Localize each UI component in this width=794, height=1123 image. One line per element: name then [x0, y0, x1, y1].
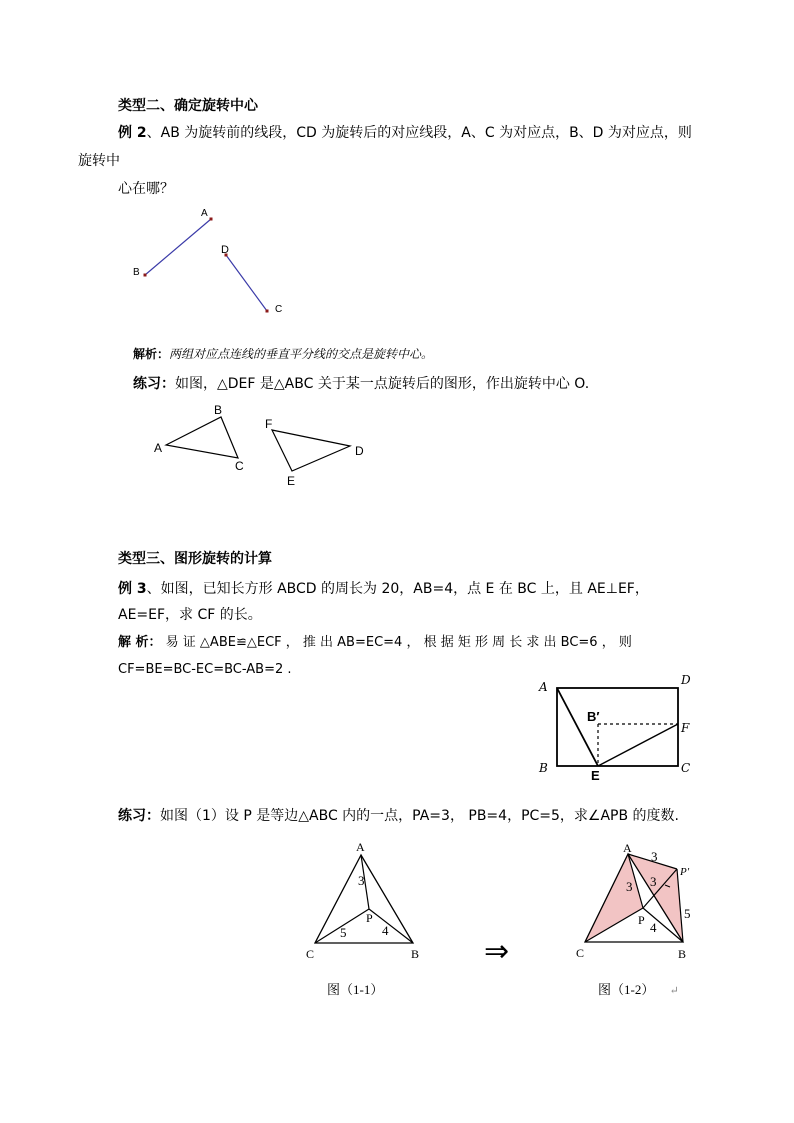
- length-ap-prime: 3: [651, 849, 658, 864]
- triangles-figure: [150, 400, 380, 495]
- caption-1-2: [598, 979, 679, 998]
- label-a: A: [356, 840, 365, 854]
- label-p: P: [366, 911, 373, 925]
- rectangle-figure: [535, 668, 715, 783]
- label-d: D: [681, 673, 691, 687]
- label-d: D: [221, 244, 229, 256]
- label-a: A: [154, 441, 163, 455]
- point-a-marker: [210, 218, 213, 221]
- length-pp-prime: 3: [650, 874, 657, 889]
- figure-1-1: [300, 838, 430, 968]
- example2-text: 、AB 为旋转前的线段，CD 为旋转后的对应线段，A、C 为对应点，B、D 为对应点，则: [146, 125, 692, 141]
- example3-line2: AE=EF，求 CF 的长。: [118, 607, 262, 623]
- example3-line1: [118, 579, 649, 599]
- length-pc: 5: [340, 925, 347, 940]
- label-pprime: P′: [680, 866, 690, 878]
- label-f: F: [265, 417, 273, 431]
- label-b: B: [411, 947, 420, 961]
- example2-line: [118, 123, 692, 143]
- analysis3-line1: [118, 633, 632, 653]
- practice2-label: 练习：: [133, 376, 175, 392]
- length-pa: 3: [358, 873, 365, 888]
- practice3-label: 练习：: [118, 808, 160, 824]
- label-c: C: [275, 304, 283, 315]
- label-b: B: [214, 403, 223, 417]
- label-b: B: [133, 267, 140, 278]
- length-bp-prime: 5: [684, 906, 691, 921]
- example3-text1: 、如图，已知长方形 ABCD 的周长为 20，AB=4，点 E 在 BC 上，且 AE⊥EF，: [146, 581, 649, 597]
- example3-label: 例 3: [118, 581, 147, 597]
- label-c: C: [235, 459, 244, 473]
- example2-cont2: 心在哪？: [118, 181, 174, 197]
- figure-1-2: [570, 836, 710, 966]
- analysis3-text1: 易 证 △ABE≌△ECF ， 推 出 AB=EC=4 ， 根 据 矩 形 周 长 求 出 BC=6 ， 则: [165, 635, 632, 650]
- label-e: E: [287, 474, 296, 488]
- label-c: C: [576, 946, 585, 960]
- label-f: F: [681, 721, 690, 735]
- caption-1-1: 图（1-1）: [327, 982, 384, 997]
- label-e: E: [591, 768, 600, 783]
- analysis2-line: [133, 344, 433, 364]
- label-bprime: B′: [587, 709, 600, 724]
- practice2-text: 如图，△DEF 是△ABC 关于某一点旋转后的图形，作出旋转中心 O.: [175, 376, 590, 392]
- label-a: A: [623, 841, 632, 855]
- analysis2-label: 解析：: [133, 347, 170, 361]
- label-a: A: [539, 680, 548, 694]
- paragraph-mark: ↵: [669, 985, 679, 997]
- segments-figure: [125, 200, 305, 320]
- practice3-line: [118, 806, 679, 826]
- practice3-text: 如图（1）设 P 是等边△ABC 内的一点，PA=3， PB=4，PC=5，求∠APB 的度数.: [160, 808, 680, 824]
- example2-label: 例 2: [118, 125, 147, 141]
- section3-title: 类型三、图形旋转的计算: [118, 551, 272, 567]
- point-c-marker: [266, 310, 269, 313]
- label-a: A: [201, 208, 208, 219]
- analysis2-text: 两组对应点连线的垂直平分线的交点是旋转中心。: [169, 347, 434, 361]
- implies-arrow: ⇒: [484, 934, 510, 969]
- practice2-line: [133, 374, 589, 394]
- label-c: C: [681, 761, 691, 775]
- length-pb: 4: [650, 920, 657, 935]
- label-b: B: [678, 947, 687, 961]
- example2-cont1: 旋转中: [78, 153, 120, 169]
- point-b-marker: [144, 274, 147, 277]
- label-c: C: [306, 947, 315, 961]
- caption-1-2-text: 图（1-2）: [598, 982, 655, 997]
- label-b: B: [539, 761, 548, 775]
- length-pa: 3: [626, 879, 633, 894]
- analysis3-line2: CF=BE=BC-EC=BC-AB=2 .: [118, 662, 292, 677]
- analysis3-label: 解 析：: [118, 635, 162, 650]
- section2-title: 类型二、确定旋转中心: [118, 98, 258, 114]
- label-d: D: [355, 444, 364, 458]
- length-pb: 4: [382, 923, 389, 938]
- label-p: P: [638, 913, 645, 927]
